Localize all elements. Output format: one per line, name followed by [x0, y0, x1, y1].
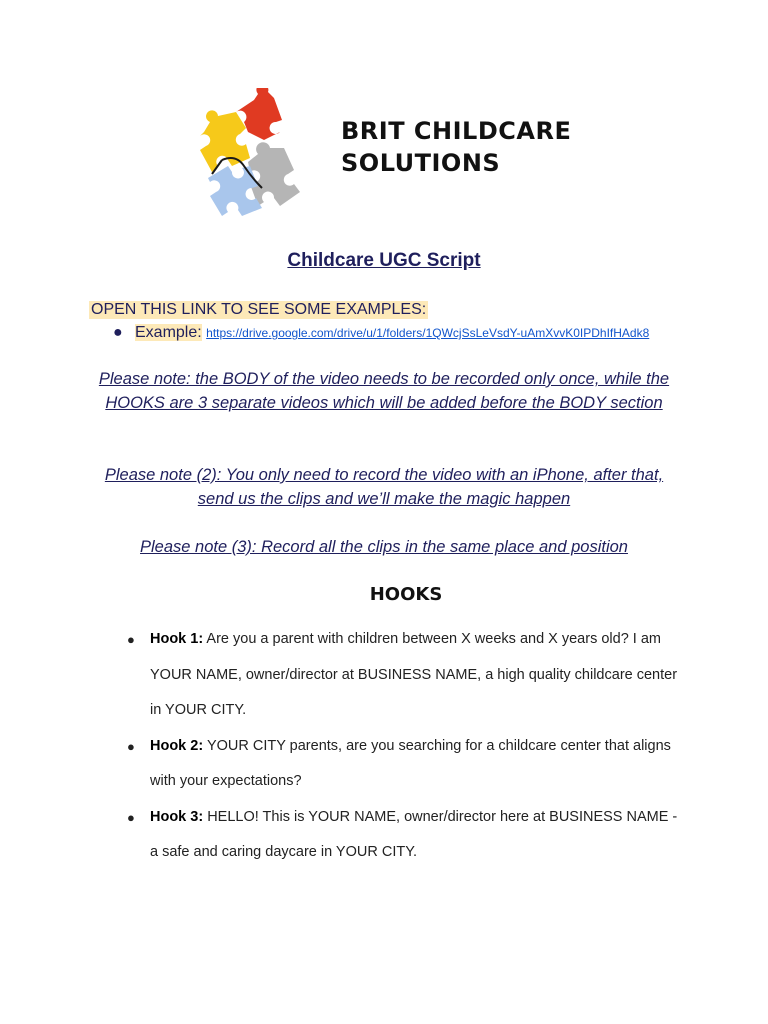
hook-text: HELLO! This is YOUR NAME, owner/director here at BUSINESS NAME - a safe and caring daycare in YOUR CITY.: [150, 808, 678, 860]
hook-label: Hook 2:: [150, 737, 204, 754]
brand-line-2: SOLUTIONS: [341, 149, 501, 177]
hook-label: Hook 3:: [150, 808, 204, 825]
document-title: Childcare UGC Script: [287, 250, 481, 271]
example-label: Example:: [135, 324, 202, 341]
puzzle-pieces-logo-icon: [192, 88, 304, 220]
example-drive-link[interactable]: https://drive.google.com/drive/u/1/folders/1QWcjSsLeVsdY-uAmXvvK0IPDhIfHAdk8: [206, 326, 650, 340]
note-body-recording: Please note: the BODY of the video needs to be recorded only once, while the HOOKS are 3 separate videos which will be added before the BODY section: [98, 370, 670, 412]
hook-text: YOUR CITY parents, are you searching for a childcare center that aligns with your expectations?: [150, 737, 671, 789]
brand-name: [341, 115, 571, 179]
note-iphone-recording: Please note (2): You only need to record the video with an iPhone, after that, send us the clips and we’ll make the magic happen: [104, 466, 664, 508]
note-same-place: Please note (3): Record all the clips in the same place and position: [140, 538, 628, 556]
example-list-item: [113, 324, 649, 342]
open-link-instruction: OPEN THIS LINK TO SEE SOME EXAMPLES:: [91, 301, 427, 318]
hooks-heading: HOOKS: [369, 584, 443, 605]
hooks-list: [125, 622, 685, 871]
bullet-icon: ●: [127, 632, 135, 647]
hook-label: Hook 1:: [150, 631, 204, 647]
bullet-icon: ●: [127, 809, 135, 825]
brand-line-1: BRIT CHILDCARE: [341, 117, 572, 145]
hook-item-3: [125, 800, 685, 871]
bullet-icon: ●: [113, 324, 123, 341]
hook-item-1: [125, 622, 685, 729]
hook-text: Are you a parent with children between X weeks and X years old? I am YOUR NAME, owner/director at BUSINESS NAME, a high quality childcare center in YOUR CITY.: [150, 631, 678, 718]
bullet-icon: ●: [127, 738, 135, 754]
hook-item-2: [125, 729, 685, 800]
